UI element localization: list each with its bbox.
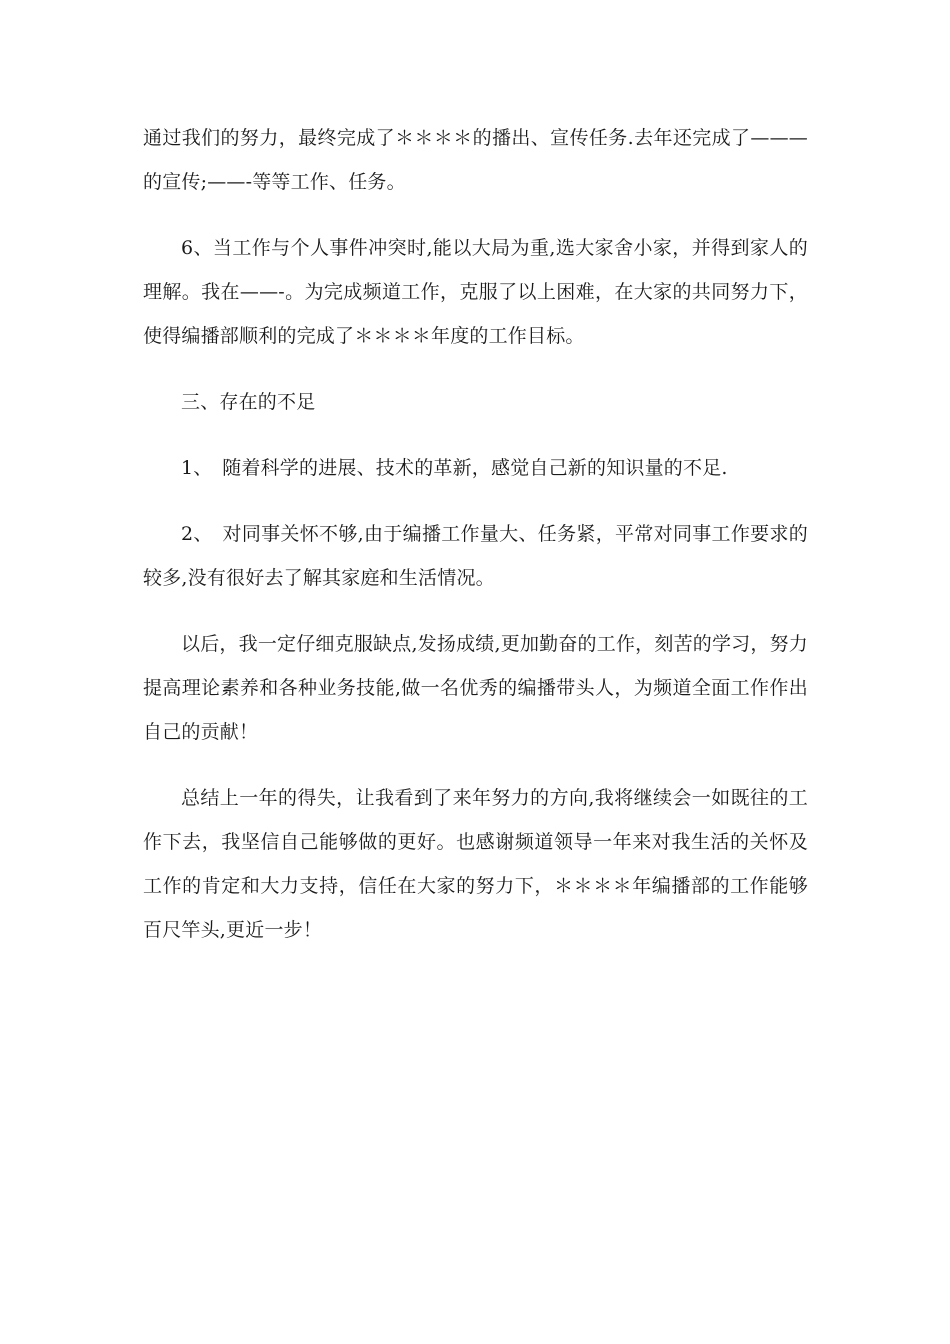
paragraph-shortcoming-1: 1、 随着科学的进展、技术的革新，感觉自己新的知识量的不足. (181, 457, 728, 479)
paragraph-shortcoming-2: 2、 对同事关怀不够,由于编播工作量大、任务紧，平常对同事工作要求的较多,没有很好去了解其家庭和生活情况。 (143, 523, 808, 589)
section-heading-shortcomings: 三、存在的不足 (181, 391, 316, 413)
paragraph-item-6: 6、当工作与个人事件冲突时,能以大局为重,选大家舍小家，并得到家人的理解。我在——-。为完成频道工作，克服了以上困难，在大家的共同努力下，使得编播部顺利的完成了＊＊＊＊年度的工作目标。 (143, 237, 808, 347)
paragraph-future-plan: 以后，我一定仔细克服缺点,发扬成绩,更加勤奋的工作，刻苦的学习，努力提高理论素养和各种业务技能,做一名优秀的编播带头人，为频道全面工作作出自己的贡献！ (143, 633, 808, 743)
document-body (143, 116, 808, 974)
paragraph-continuation: 通过我们的努力，最终完成了＊＊＊＊的播出、宣传任务.去年还完成了———的宣传;——-等等工作、任务。 (143, 127, 808, 193)
paragraph-conclusion: 总结上一年的得失，让我看到了来年努力的方向,我将继续会一如既往的工作下去，我坚信自己能够做的更好。也感谢频道领导一年来对我生活的关怀及工作的肯定和大力支持，信任在大家的努力下，＊＊＊＊年编播部的工作能够百尺竿头,更近一步！ (143, 787, 808, 941)
